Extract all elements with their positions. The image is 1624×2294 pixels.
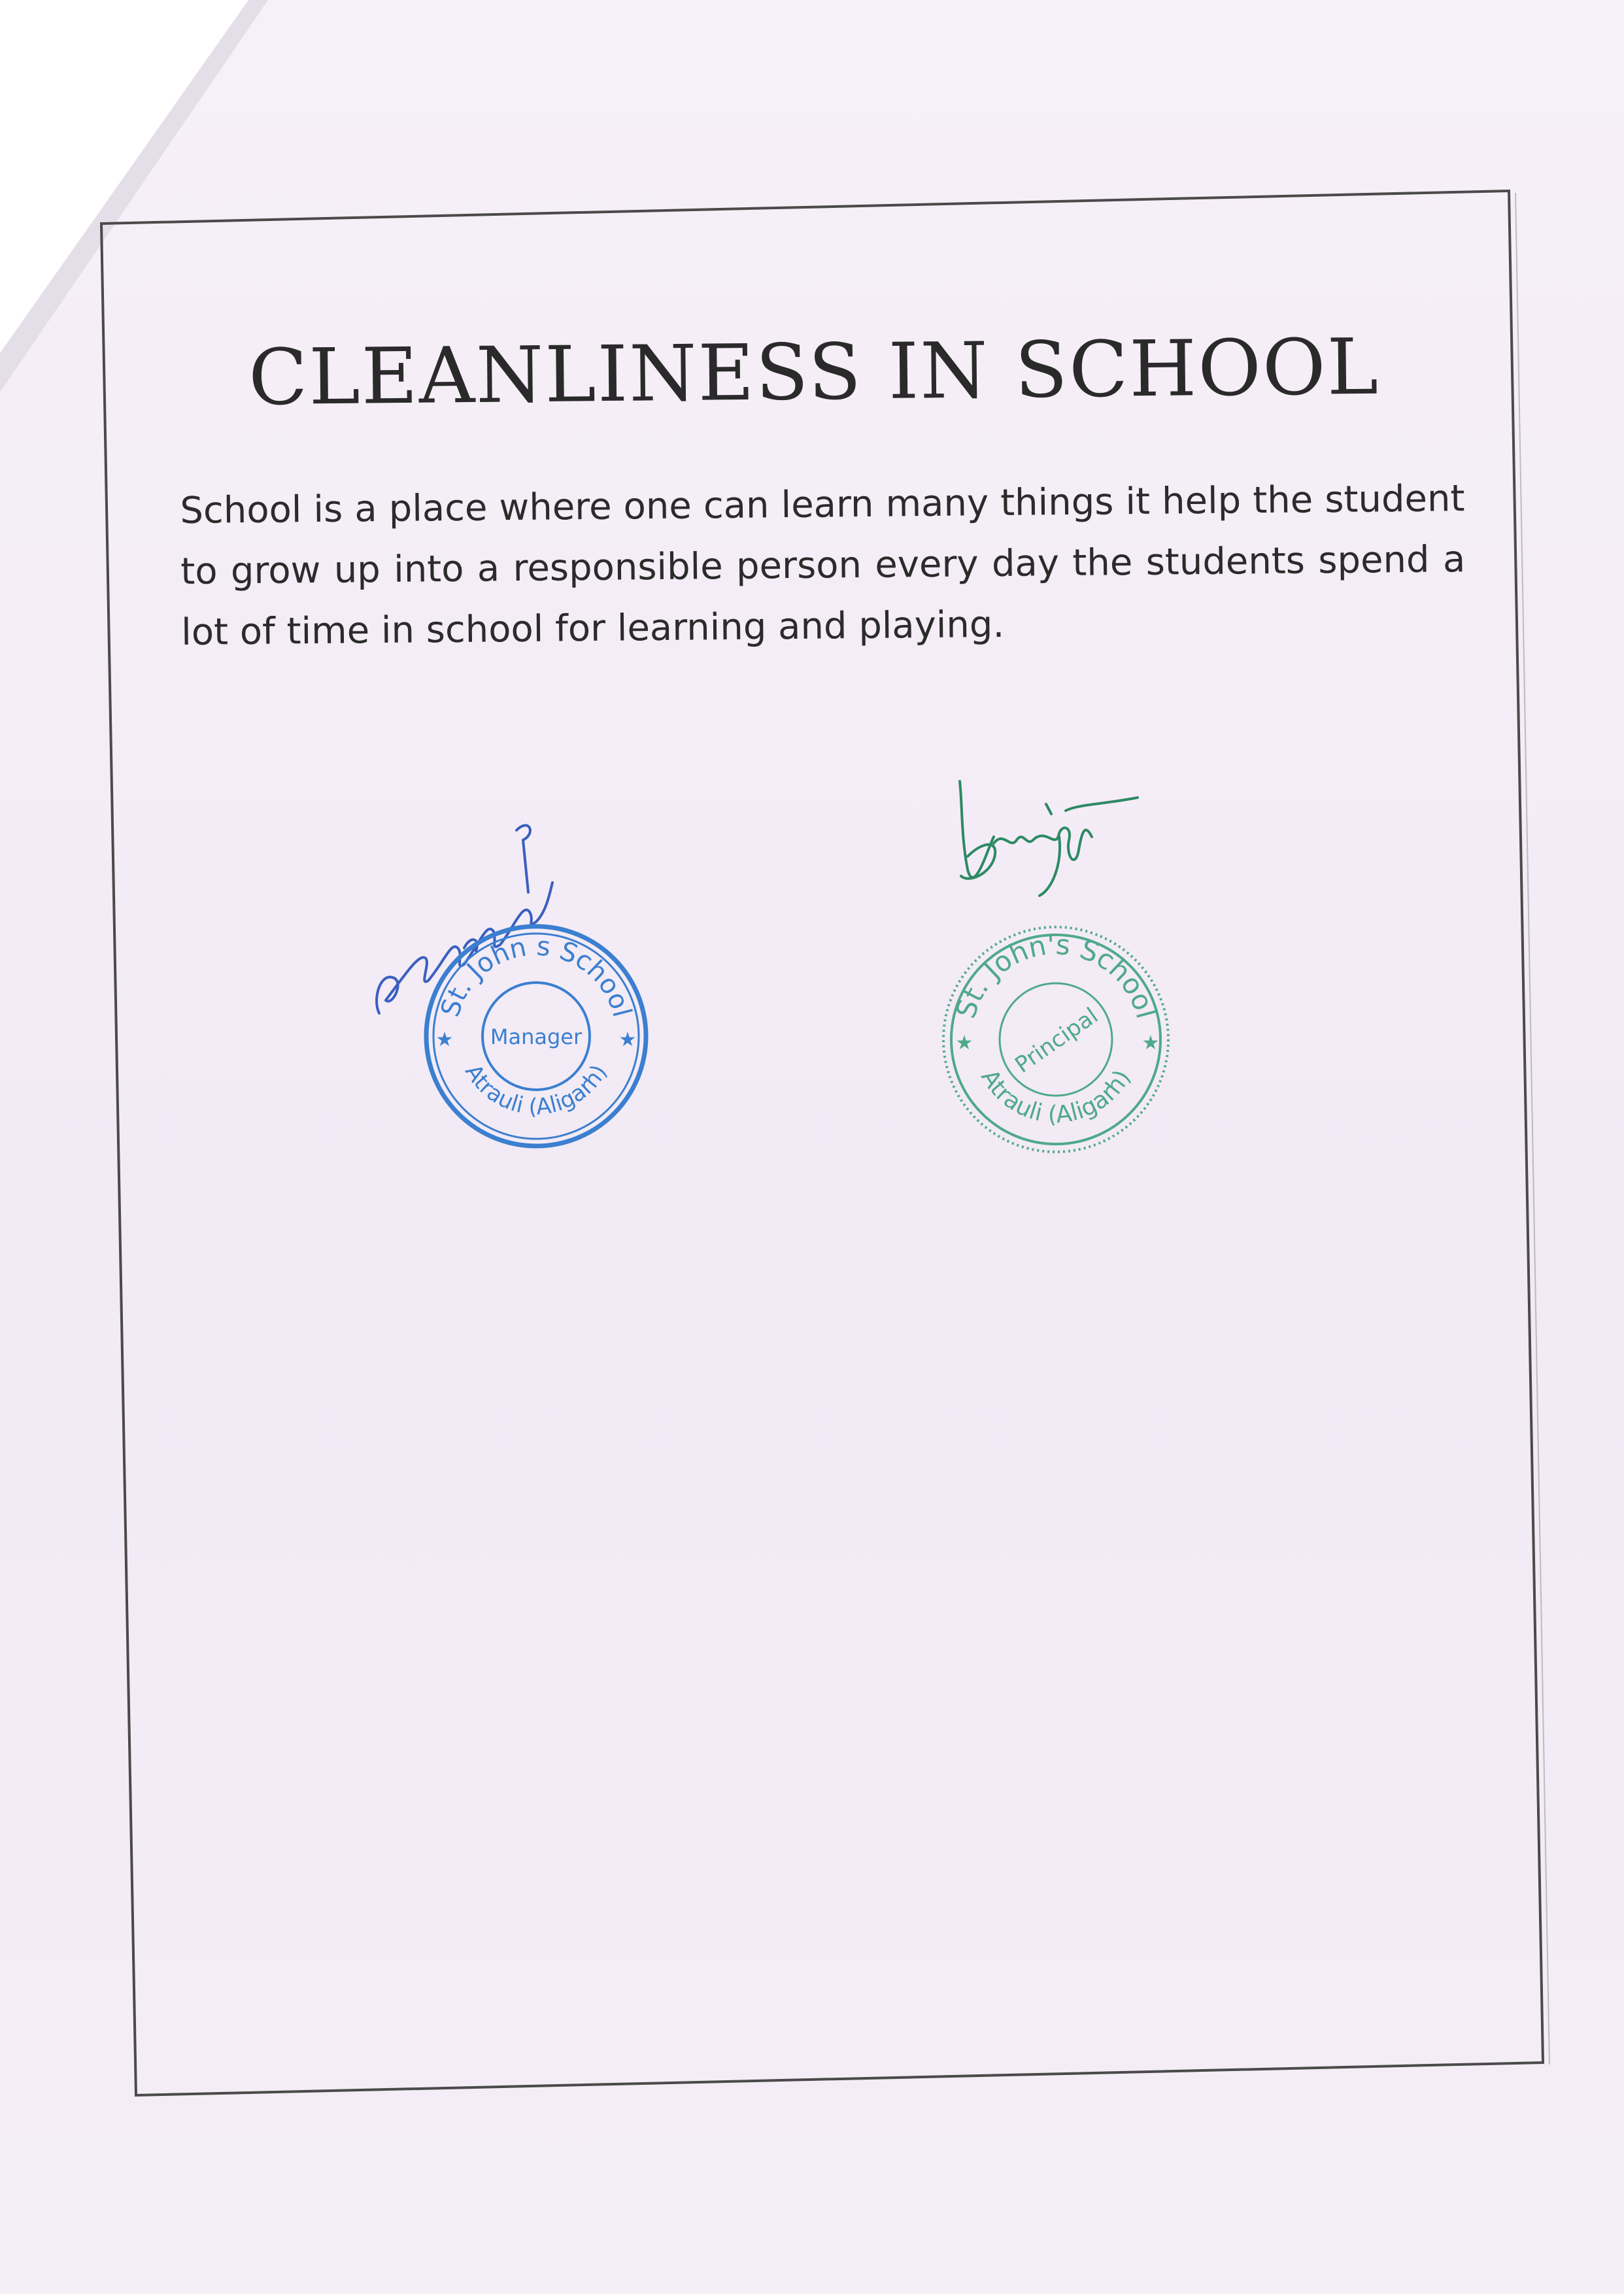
manager-stamp-top-text: St. John s School [435,931,637,1020]
star-icon: ★ [955,1032,973,1054]
principal-stamp-bottom-text: Atrauli (Aligarh) [975,1065,1136,1129]
star-icon: ★ [618,1028,637,1051]
manager-stamp-bottom-text: Atrauli (Aligarh) [460,1060,613,1121]
star-icon: ★ [1142,1032,1160,1054]
principal-stamp-center-text: Principal [1010,1002,1103,1079]
principal-signature [948,778,1144,909]
principal-stamp-top-text: St. John's School [949,928,1162,1022]
manager-stamp-center-text: Manager [490,1024,583,1049]
document-title: CLEANLINESS IN SCHOOL [248,321,1380,423]
body-paragraph: School is a place where one can learn many things it help the student to grow up into a responsible person every day the students spend a lot of time in school for learning and playing. [180,477,1466,654]
principal-stamp [935,919,1177,1160]
manager-stamp [418,919,654,1154]
star-icon: ★ [435,1028,454,1051]
